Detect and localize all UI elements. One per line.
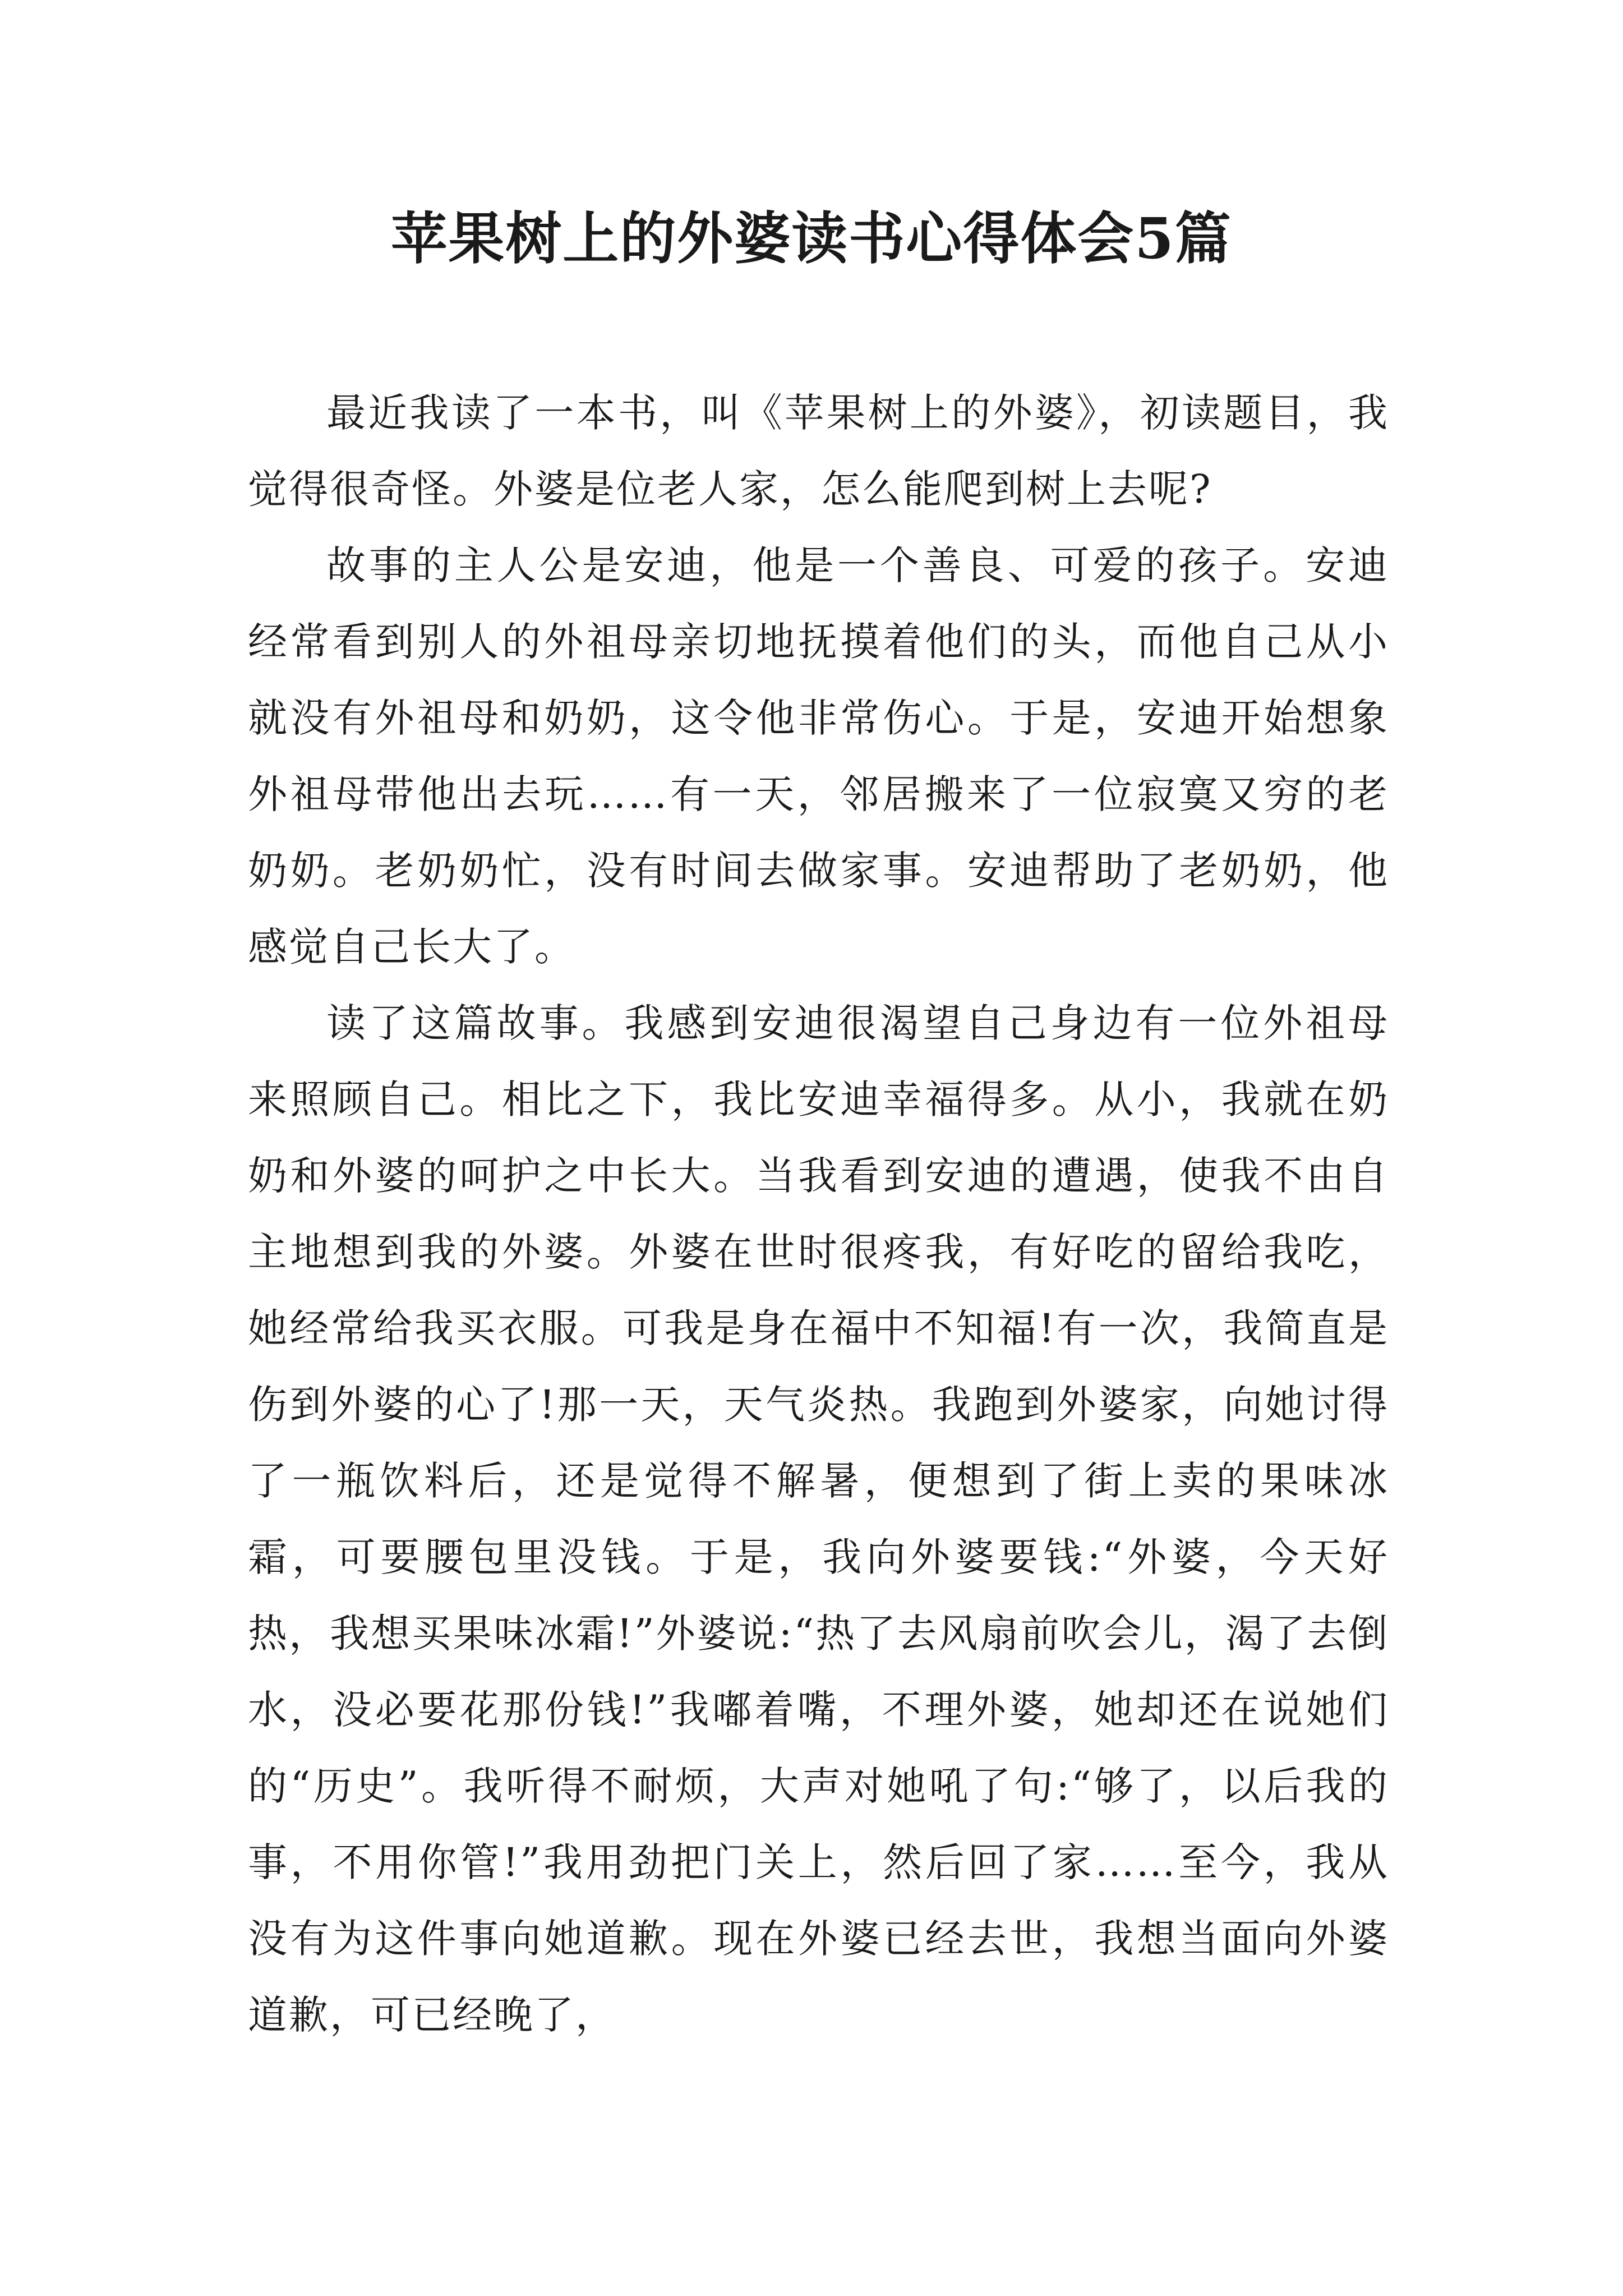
- document-body: [248, 375, 1389, 2053]
- paragraph-1: 最近我读了一本书，叫《苹果树上的外婆》，初读题目，我觉得很奇怪。外婆是位老人家，怎么能爬到树上去呢?: [248, 390, 1389, 512]
- paragraph-3: 读了这篇故事。我感到安迪很渴望自己身边有一位外祖母来照顾自己。相比之下，我比安迪幸福得多。从小，我就在奶奶和外婆的呵护之中长大。当我看到安迪的遭遇，使我不由自主地想到我的外婆。外婆在世时很疼我，有好吃的留给我吃，她经常给我买衣服。可我是身在福中不知福!有一次，我简直是伤到外婆的心了!那一天，天气炎热。我跑到外婆家，向她讨得了一瓶饮料后，还是觉得不解暑，便想到了街上卖的果味冰霜，可要腰包里没钱。于是，我向外婆要钱:“外婆，今天好热，我想买果味冰霜!”外婆说:“热了去风扇前吹会儿，渴了去倒水，没必要花那份钱!”我嘟着嘴，不理外婆，她却还在说她们的“历史”。我听得不耐烦，大声对她吼了句:“够了，以后我的事，不用你管!”我用劲把门关上，然后回了家……至今，我从没有为这件事向她道歉。现在外婆已经去世，我想当面向外婆道歉，可已经晚了，: [248, 1000, 1389, 2038]
- paragraph-2: 故事的主人公是安迪，他是一个善良、可爱的孩子。安迪经常看到别人的外祖母亲切地抚摸着他们的头，而他自己从小就没有外祖母和奶奶，这令他非常伤心。于是，安迪开始想象外祖母带他出去玩……有一天，邻居搬来了一位寂寞又穷的老奶奶。老奶奶忙，没有时间去做家事。安迪帮助了老奶奶，他感觉自己长大了。: [248, 542, 1389, 970]
- document-title: 苹果树上的外婆读书心得体会5篇: [391, 205, 1232, 272]
